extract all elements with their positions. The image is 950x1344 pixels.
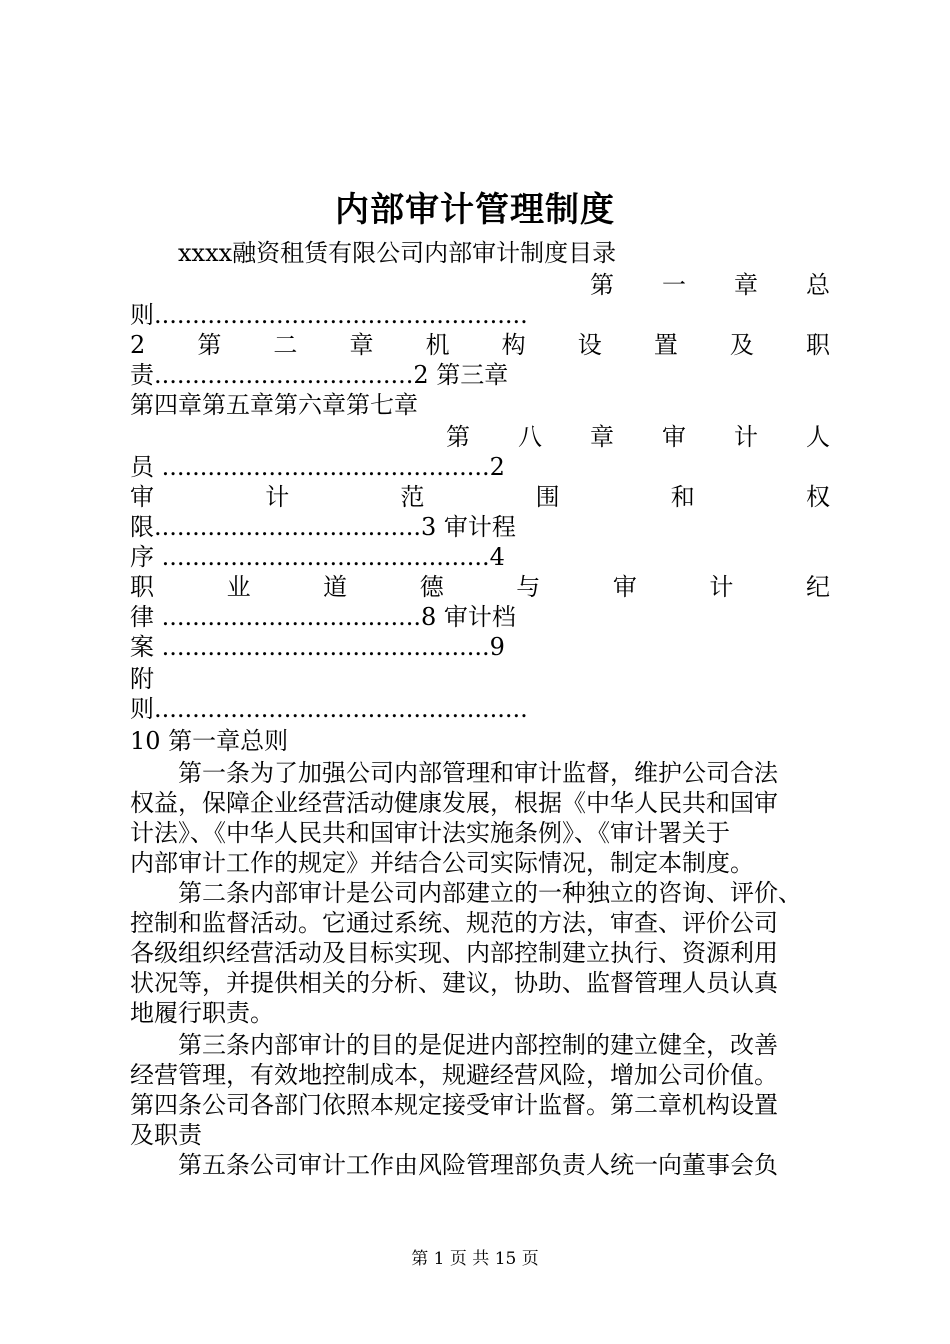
toc-proc-line: 序 ...........................................4 [130,543,505,571]
toc-ch3-7: 第四章第五章第六章第七章 [130,391,418,419]
paragraph-line: 计法》、《中华人民共和国审计法实施条例》、《审计署关于 [130,819,730,847]
paragraph-line: 第五条公司审计工作由风险管理部负责人统一向董事会负 [130,1151,778,1179]
paragraph-line: 第二条内部审计是公司内部建立的一种独立的咨询、评价、 [130,879,802,907]
toc-ch8-line: 员 ...........................................2 [130,453,505,481]
paragraph-line: 及职责 [130,1121,202,1149]
paragraph-line: 第四条公司各部门依照本规定接受审计监督。第二章机构设置 [130,1091,778,1119]
toc-ch8-head: 第 八 章 审 计 人 [446,423,830,451]
toc-scope-line: 限...................................3 审计程 [130,513,516,541]
toc-ch1-head: 第 一 章 总 [590,271,830,299]
document-title: 内部审计管理制度 [335,190,615,230]
paragraph-line: 内部审计工作的规定》并结合公司实际情况，制定本制度。 [130,849,754,877]
toc-ch1-line: 则................................................. [130,301,528,329]
toc-annex-line: 则................................................. [130,695,528,723]
toc-ethics-head: 职 业 道 德 与 审 计 纪 [130,573,830,601]
paragraph-line: 第三条内部审计的目的是促进内部控制的建立健全，改善 [130,1031,778,1059]
paragraph-line: 各级组织经营活动及目标实现、内部控制建立执行、资源利用 [130,939,778,967]
toc-annex-head: 附 [130,665,154,693]
toc-ch2-line: 责..................................2 第三章 [130,361,509,389]
toc-ch2-head: 2 第 二 章 机 构 设 置 及 职 [130,331,830,359]
toc-ethics-line: 律 ..................................8 审计档 [130,603,516,631]
chapter-1-heading: 10 第一章总则 [130,727,289,755]
toc-heading: xxxx融资租赁有限公司内部审计制度目录 [178,239,617,267]
paragraph-line: 状况等，并提供相关的分析、建议，协助、监督管理人员认真 [130,969,778,997]
paragraph-line: 权益，保障企业经营活动健康发展，根据《中华人民共和国审 [130,789,778,817]
toc-archive-line: 案 ...........................................9 [130,633,505,661]
toc-scope-head: 审 计 范 围 和 权 [130,483,830,511]
page-footer: 第 1 页 共 15 页 [411,1249,539,1269]
paragraph-line: 经营管理，有效地控制成本，规避经营风险，增加公司价值。 [130,1061,778,1089]
paragraph-line: 地履行职责。 [130,999,274,1027]
paragraph-line: 控制和监督活动。它通过系统、规范的方法，审查、评价公司 [130,909,778,937]
paragraph-line: 第一条为了加强公司内部管理和审计监督，维护公司合法 [130,759,778,787]
